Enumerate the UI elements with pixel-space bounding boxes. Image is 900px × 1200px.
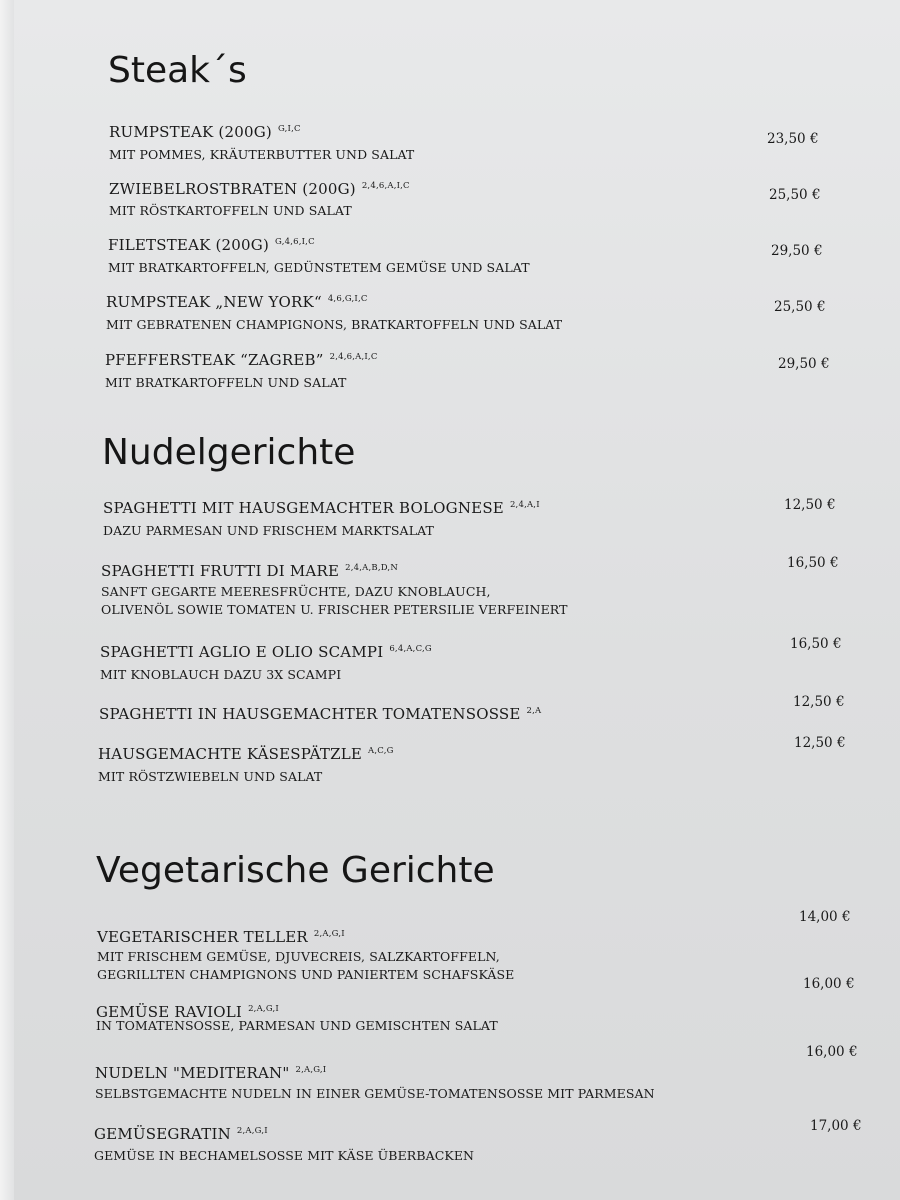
menu-item-name: RUMPSTEAK „NEW YORK“ $^{4,6,G,I,C}$ bbox=[106, 293, 368, 311]
menu-item-description: DAZU PARMESAN UND FRISCHEM MARKTSALAT bbox=[103, 523, 434, 538]
menu-item-description: SANFT GEGARTE MEERESFRÜCHTE, DAZU KNOBLAUCH, bbox=[101, 584, 491, 599]
page-edge bbox=[0, 0, 14, 1200]
menu-item-name: HAUSGEMACHTE KÄSESPÄTZLE $^{A,C,G}$ bbox=[98, 745, 394, 763]
menu-item-price: 12,50 € bbox=[784, 497, 836, 513]
allergen-codes: 2,4,6,A,I,C bbox=[361, 180, 410, 191]
menu-item-description: MIT GEBRATENEN CHAMPIGNONS, BRATKARTOFFELN UND SALAT bbox=[106, 317, 563, 332]
menu-item-description: MIT KNOBLAUCH DAZU 3X SCAMPI bbox=[100, 667, 342, 682]
menu-item-name: ZWIEBELROSTBRATEN (200G) $^{2,4,6,A,I,C}$ bbox=[109, 180, 410, 198]
menu-item-description: MIT POMMES, KRÄUTERBUTTER UND SALAT bbox=[109, 147, 415, 162]
menu-item-description: MIT RÖSTKARTOFFELN UND SALAT bbox=[109, 203, 352, 218]
menu-item-description: SELBSTGEMACHTE NUDELN IN EINER GEMÜSE-TOMATENSOSSE MIT PARMESAN bbox=[95, 1086, 655, 1101]
menu-item-name: SPAGHETTI AGLIO E OLIO SCAMPI $^{6,4,A,C,G}$ bbox=[100, 643, 432, 661]
allergen-codes: A,C,G bbox=[368, 745, 394, 756]
menu-item-name: VEGETARISCHER TELLER $^{2,A,G,I}$ bbox=[97, 928, 345, 946]
menu-item-name: PFEFFERSTEAK “ZAGREB” $^{2,4,6,A,I,C}$ bbox=[105, 351, 378, 369]
allergen-codes: 2,A,G,I bbox=[248, 1003, 279, 1014]
menu-item-price: 16,50 € bbox=[787, 555, 839, 571]
menu-item-price: 12,50 € bbox=[793, 694, 845, 710]
section-title-nudelgerichte: Nudelgerichte bbox=[102, 432, 356, 473]
allergen-codes: 2,A,G,I bbox=[236, 1125, 268, 1136]
section-title-vegetarische-gerichte: Vegetarische Gerichte bbox=[96, 850, 495, 891]
allergen-codes: 2,4,6,A,I,C bbox=[329, 351, 378, 362]
menu-item-price: 25,50 € bbox=[774, 299, 826, 315]
menu-item-description: OLIVENÖL SOWIE TOMATEN U. FRISCHER PETERSILIE VERFEINERT bbox=[101, 602, 568, 617]
allergen-codes: 2,4,A,I bbox=[509, 499, 540, 510]
menu-item-price: 23,50 € bbox=[767, 131, 819, 147]
allergen-codes: 2,A,G,I bbox=[295, 1064, 327, 1075]
allergen-codes: 6,4,A,C,G bbox=[389, 643, 432, 654]
menu-item-description: GEGRILLTEN CHAMPIGNONS UND PANIERTEM SCHAFSKÄSE bbox=[97, 967, 515, 982]
menu-item-price: 16,00 € bbox=[806, 1044, 858, 1060]
menu-item-price: 16,50 € bbox=[790, 636, 842, 652]
menu-item-price: 25,50 € bbox=[769, 187, 821, 203]
allergen-codes: 2,A,G,I bbox=[313, 928, 345, 939]
allergen-codes: 2,A bbox=[526, 705, 542, 716]
menu-item-price: 29,50 € bbox=[771, 243, 823, 259]
menu-item-name: NUDELN "MEDITERAN" $^{2,A,G,I}$ bbox=[95, 1064, 327, 1082]
allergen-codes: 4,6,G,I,C bbox=[327, 293, 368, 304]
menu-item-description: GEMÜSE IN BECHAMELSOSSE MIT KÄSE ÜBERBACKEN bbox=[94, 1148, 475, 1163]
menu-item-description: MIT BRATKARTOFFELN UND SALAT bbox=[105, 375, 347, 390]
menu-item-price: 12,50 € bbox=[794, 735, 846, 751]
allergen-codes: G,4,6,I,C bbox=[275, 236, 315, 247]
menu-item-name: FILETSTEAK (200G) $^{G,4,6,I,C}$ bbox=[108, 236, 315, 254]
menu-item-price: 16,00 € bbox=[803, 976, 855, 992]
menu-item-description: MIT RÖSTZWIEBELN UND SALAT bbox=[98, 769, 323, 784]
menu-item-name: SPAGHETTI IN HAUSGEMACHTER TOMATENSOSSE $^{2,A}$ bbox=[99, 705, 542, 723]
menu-item-price: 17,00 € bbox=[810, 1118, 862, 1134]
allergen-codes: 2,4,A,B,D,N bbox=[345, 562, 398, 573]
allergen-codes: G,I,C bbox=[277, 123, 301, 134]
menu-item-name: GEMÜSE RAVIOLI $^{2,A,G,I}$ bbox=[96, 1003, 279, 1021]
section-title-steaks: Steak´s bbox=[108, 50, 247, 91]
menu-item-price: 29,50 € bbox=[778, 356, 830, 372]
menu-item-description: MIT BRATKARTOFFELN, GEDÜNSTETEM GEMÜSE UND SALAT bbox=[108, 260, 530, 275]
menu-item-name: RUMPSTEAK (200G) $^{G,I,C}$ bbox=[109, 123, 301, 141]
menu-item-price: 14,00 € bbox=[799, 909, 851, 925]
menu-item-description: MIT FRISCHEM GEMÜSE, DJUVECREIS, SALZKARTOFFELN, bbox=[97, 949, 500, 964]
menu-item-name: SPAGHETTI FRUTTI DI MARE $^{2,4,A,B,D,N}$ bbox=[101, 562, 398, 580]
menu-item-name: SPAGHETTI MIT HAUSGEMACHTER BOLOGNESE $^{2,4,A,I}$ bbox=[103, 499, 540, 517]
menu-item-description: IN TOMATENSOSSE, PARMESAN UND GEMISCHTEN SALAT bbox=[96, 1018, 498, 1033]
menu-item-name: GEMÜSEGRATIN $^{2,A,G,I}$ bbox=[94, 1125, 268, 1143]
